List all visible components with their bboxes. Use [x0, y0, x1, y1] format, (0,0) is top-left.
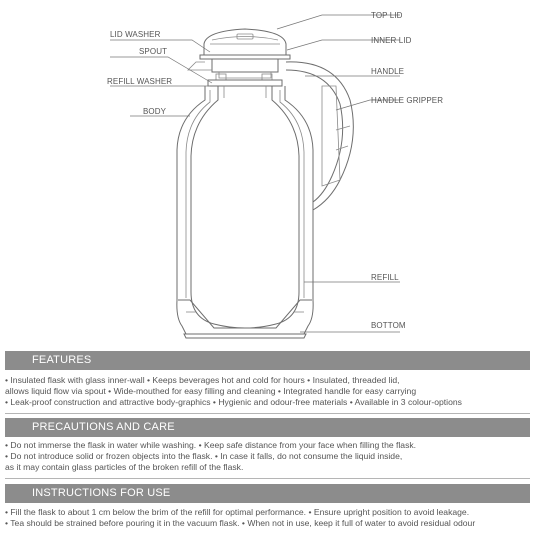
divider: [5, 478, 530, 479]
instructions-list: [5, 507, 530, 529]
precautions-heading: PRECAUTIONS AND CARE: [5, 418, 530, 437]
label-refill: REFILL: [371, 273, 399, 282]
label-bottom: BOTTOM: [371, 321, 406, 330]
precautions-line: • Do not introduce solid or frozen objects into the flask. • In case it falls, do not consume the liquid inside,: [5, 451, 403, 461]
precautions-list: [5, 440, 530, 473]
label-spout: SPOUT: [139, 47, 168, 56]
refill-part: [191, 86, 299, 328]
inner-lid-part: [188, 59, 282, 86]
label-lid-washer: LID WASHER: [110, 30, 161, 39]
body-part: [177, 86, 313, 334]
bottom-part: [178, 300, 312, 338]
divider: [5, 413, 530, 414]
top-lid-part: [200, 29, 290, 59]
features-list: [5, 375, 530, 408]
label-inner-lid: INNER LID: [371, 36, 412, 45]
features-line: • Leak-proof construction and attractive body-graphics • Hygienic and odour-free materials • Available in 3 colour-options: [5, 397, 462, 407]
precautions-line: • Do not immerse the flask in water while washing. • Keep safe distance from your face when filling the flask.: [5, 440, 417, 450]
label-body: BODY: [143, 107, 167, 116]
instructions-line: • Tea should be strained before pouring it in the vacuum flask. • When not in use, keep it full of water to avoid residual odour: [5, 518, 476, 528]
label-handle: HANDLE: [371, 67, 405, 76]
precautions-line: as it may contain glass particles of the broken refill of the flask.: [5, 462, 244, 472]
instructions-heading: INSTRUCTIONS FOR USE: [5, 484, 530, 503]
features-line: allows liquid flow via spout • Wide-mouthed for easy filling and cleaning • Integrated handle for easy carrying: [5, 386, 417, 396]
features-heading: FEATURES: [5, 351, 530, 370]
instructions-line: • Fill the flask to about 1 cm below the brim of the refill for optimal performance. • Ensure upright position to avoid leakage.: [5, 507, 470, 517]
features-line: • Insulated flask with glass inner-wall • Keeps beverages hot and cold for hours • Insulated, threaded lid,: [5, 375, 400, 385]
label-handle-gripper: HANDLE GRIPPER: [371, 96, 444, 105]
label-top-lid: TOP LID: [371, 11, 403, 20]
label-refill-washer: REFILL WASHER: [107, 77, 173, 86]
